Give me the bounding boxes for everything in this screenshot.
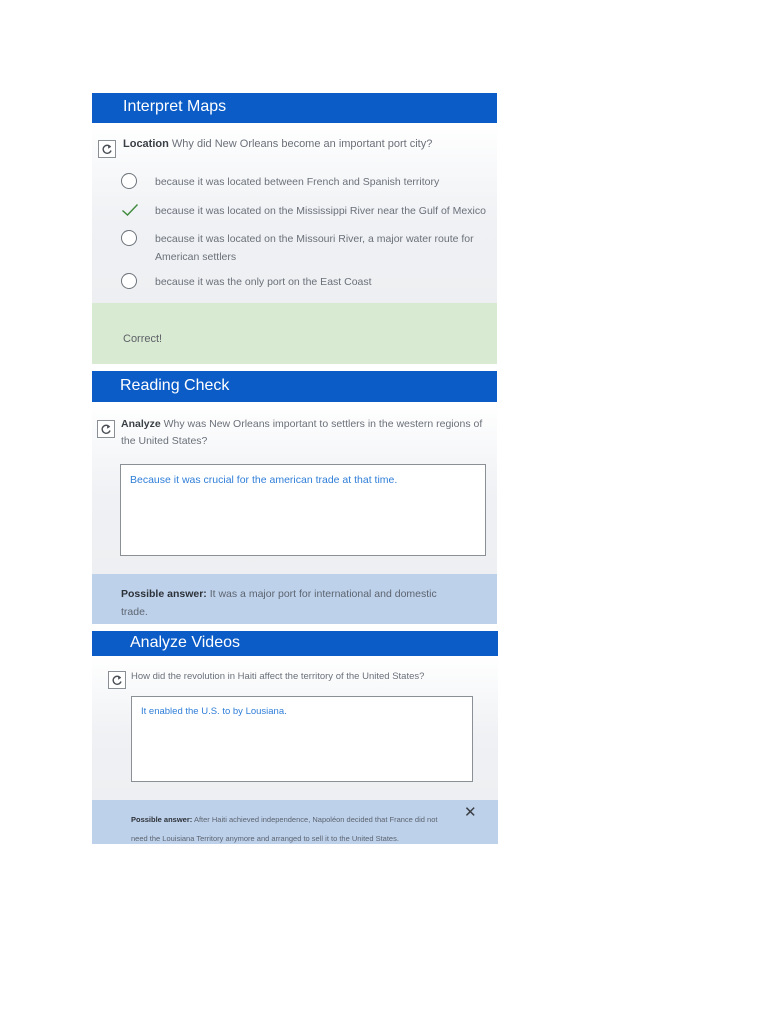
possible-answer xyxy=(121,585,451,621)
interpret-maps-reset-button[interactable] xyxy=(98,140,116,158)
analyze-videos-reset-button[interactable] xyxy=(108,671,126,689)
choice-text: because it was located on the Mississippi River near the Gulf of Mexico xyxy=(155,205,486,217)
possible-answer-label: Possible answer: xyxy=(121,588,207,600)
choice-text: because it was located between French and Spanish territory xyxy=(155,176,440,188)
analyze-videos-possible-answer-panel xyxy=(92,800,498,844)
analyze-videos-question xyxy=(131,668,491,685)
radio-button[interactable] xyxy=(121,273,137,289)
interpret-maps-header xyxy=(92,93,497,123)
question-text: Why was New Orleans important to settlers in the western regions of the United States? xyxy=(121,418,483,447)
reading-check-header xyxy=(92,371,497,402)
reset-icon xyxy=(101,143,113,155)
choice-3[interactable] xyxy=(121,230,501,270)
question-label: Analyze xyxy=(121,418,161,430)
radio-button[interactable] xyxy=(121,230,137,246)
choice-text: because it was the only port on the East Coast xyxy=(155,276,372,288)
reading-check-reset-button[interactable] xyxy=(97,420,115,438)
choice-1[interactable] xyxy=(121,173,501,195)
reading-check-question xyxy=(121,416,491,450)
reading-check-title: Reading Check xyxy=(120,377,230,394)
possible-answer xyxy=(131,810,456,848)
question-text: Why did New Orleans become an important port city? xyxy=(171,138,433,150)
choice-text: because it was located on the Missouri River, a major water route for American settlers xyxy=(155,233,474,263)
possible-answer-text: After Haiti achieved independence, Napoléon decided that France did not need the Louisiana Territory anymore and arranged to sell it to the United States. xyxy=(131,815,438,843)
reset-icon xyxy=(111,674,123,686)
choice-4[interactable] xyxy=(121,273,501,295)
question-text: How did the revolution in Haiti affect the territory of the United States? xyxy=(131,671,425,682)
radio-button[interactable] xyxy=(121,173,137,189)
close-icon[interactable]: ✕ xyxy=(464,804,477,821)
analyze-videos-answer-field[interactable] xyxy=(131,696,473,782)
possible-answer-label: Possible answer: xyxy=(131,815,193,824)
check-icon xyxy=(121,203,139,217)
reading-check-answer-field[interactable] xyxy=(120,464,486,556)
feedback-text: Correct! xyxy=(123,333,163,345)
choice-2[interactable] xyxy=(121,202,501,224)
analyze-videos-header xyxy=(92,631,498,656)
answer-text: Because it was crucial for the american trade at that time. xyxy=(130,474,398,486)
possible-answer-text: It was a major port for international and domestic trade. xyxy=(121,588,437,618)
interpret-maps-question xyxy=(123,136,493,153)
answer-text: It enabled the U.S. to by Lousiana. xyxy=(141,706,287,717)
reset-icon xyxy=(100,423,112,435)
interpret-maps-title: Interpret Maps xyxy=(123,98,227,115)
question-label: Location xyxy=(123,138,169,150)
analyze-videos-title: Analyze Videos xyxy=(130,634,240,651)
feedback-correct-panel xyxy=(92,303,497,364)
reading-check-possible-answer-panel xyxy=(92,574,497,624)
